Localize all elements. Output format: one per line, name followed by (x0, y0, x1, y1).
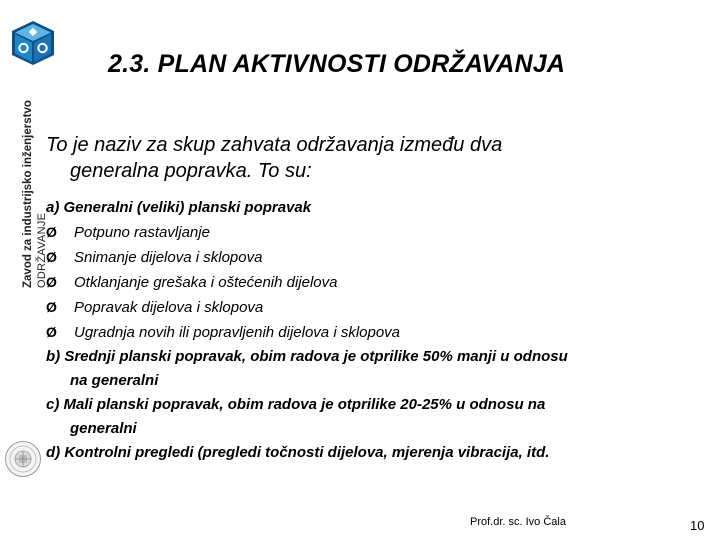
list-item (46, 295, 666, 320)
section-c-line-1: c) Mali planski popravak, obim radova je otprilike 20-25% u odnosu na (46, 396, 546, 413)
list-item-label: Ugradnja novih ili popravljenih dijelova i sklopova (74, 324, 401, 341)
list-item-label: Popravak dijelova i sklopova (74, 299, 264, 316)
section-c-line-2: generalni (70, 420, 137, 437)
section-a-heading: a) Generalni (veliki) planski popravak (46, 199, 312, 216)
intro-paragraph (46, 132, 646, 184)
arrow-bullet-icon: Ø (46, 299, 57, 315)
arrow-bullet-icon: Ø (46, 324, 57, 340)
side-label (22, 100, 48, 288)
cube-logo-icon (8, 18, 58, 68)
intro-line-1: To je naziv za skup zahvata održavanja između dva (46, 134, 503, 156)
page-title: 2.3. PLAN AKTIVNOSTI ODRŽAVANJA (108, 50, 566, 78)
footer-author: Prof.dr. sc. Ivo Čala (470, 516, 566, 528)
content-list (46, 196, 666, 465)
intro-line-2: generalna popravka. To su: (70, 160, 312, 182)
section-b-line-1: b) Srednji planski popravak, obim radova je otprilike 50% manji u odnosu (46, 348, 568, 365)
section-b-line-2: na generalni (70, 372, 159, 389)
arrow-bullet-icon: Ø (46, 249, 57, 265)
institute-label: Zavod za industrijsko inženjerstvo (22, 100, 34, 288)
page-number: 10 (690, 518, 705, 533)
section-d-line-1: d) Kontrolni pregledi (pregledi točnosti dijelova, mjerenja vibracija, itd. (46, 444, 550, 461)
arrow-bullet-icon: Ø (46, 224, 57, 240)
list-item (46, 220, 666, 245)
arrow-bullet-icon: Ø (46, 274, 57, 290)
list-item (46, 245, 666, 270)
list-item (46, 270, 666, 295)
list-item-label: Potpuno rastavljanje (74, 224, 210, 241)
list-item (46, 320, 666, 345)
university-seal-icon (4, 440, 42, 478)
list-item-label: Otklanjanje grešaka i oštećenih dijelova (74, 274, 338, 291)
list-item-label: Snimanje dijelova i sklopova (74, 249, 263, 266)
course-label: ODRŽAVANJE (36, 212, 48, 288)
